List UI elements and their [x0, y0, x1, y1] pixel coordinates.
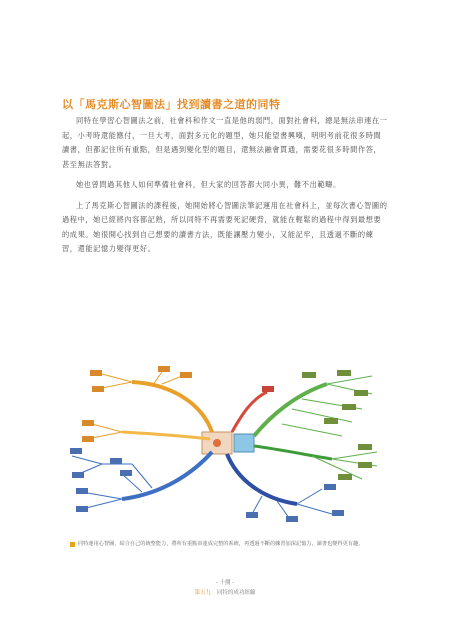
mind-map-illustration [62, 364, 388, 526]
page-footer [0, 578, 450, 596]
footer-title: 同特的成功經驗 [216, 590, 256, 596]
caption-bullet [70, 542, 75, 547]
figure-caption: 同特運用心智圖，結合自己的統整能力，將所有重點串連成完整的系統，再透過不斷的練習加深記憶力，讀書也變得更有趣。 [78, 541, 364, 547]
paragraph: 同特在學習心智圖法之前，社會科和作文一直是他的弱門，面對社會科，總是無法串連在一起，小考時還能應付，一旦大考，面對多元化的題型，她只能望書興嘆，明明考前花很多時間讀書，但都記住所有重點，但是遇到變化型的題目，還無法融會貫通，需要花很多時間作答，甚至無法答對。 [62, 116, 388, 169]
page-number: - 十捌 - [215, 580, 235, 586]
paragraph: 上了馬克斯心智圖法的課程後，她開始將心智圖法筆記運用在社會科上，並每次書心智圖的過程中，她已經將內容都記熟，所以同特不再需要死記硬背，就能在輕鬆的過程中得到最想要的成果。她很開心找到自己想要的讀書方法，既能讓壓力變小，又能記牢，且透過不斷的練習，還能記憶力變得更好。 [62, 200, 388, 253]
body-text [62, 114, 388, 263]
paragraph: 她也曾問過其他人如何準備社會科，但大家的回答都大同小異，難不出範疇。 [76, 180, 341, 189]
section-heading: 以「馬克斯心智圖法」找到讀書之道的同特 [62, 98, 281, 111]
mind-map-drawing [62, 364, 388, 526]
footer-running-title [0, 588, 450, 596]
footer-chapter: 第五九 [194, 590, 212, 596]
